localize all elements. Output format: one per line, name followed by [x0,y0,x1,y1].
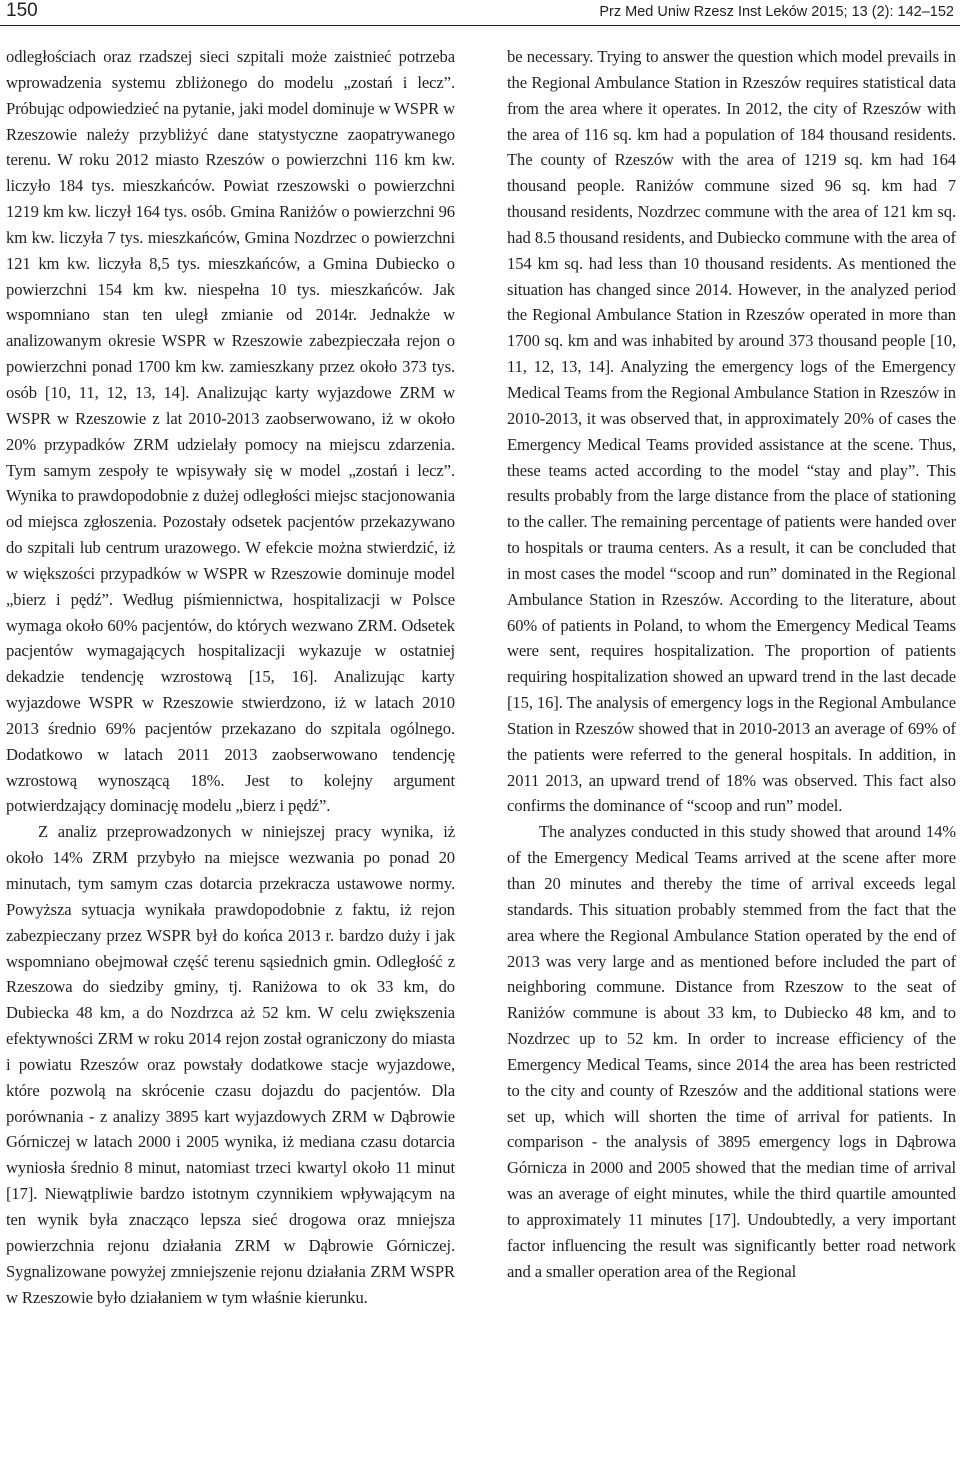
right-paragraph-1: be necessary. Trying to answer the question which model prevails in the Regional Ambulance Station in Rzeszów requires statistical data from the area where it operates. In 2012, the city of Rzeszów with the area of 116 sq. km had a population of 184 thousand residents. The county of Rzeszów with the area of 1219 sq. km had 164 thousand people. Raniżów commune sized 96 sq. km had 7 thousand residents, Nozdrzec commune with the area of 121 km sq. had 8.5 thousand residents, and Dubiecko commune with the area of 154 km sq. had less than 10 thousand residents. As mentioned the situation has changed since 2014. However, in the analyzed period the Regional Ambulance Station in Rzeszów operated in more than 1700 sq. km and was inhabited by around 373 thousand people [10, 11, 12, 13, 14]. Analyzing the emergency logs of the Emergency Medical Teams from the Regional Ambulance Station in Rzeszów in 2010-2013, it was observed that, in approximately 20% of cases the Emergency Medical Teams provided assistance at the scene. Thus, these teams acted according to the model “stay and play”. This results probably from the large distance from the place of stationing to the caller. The remaining percentage of patients were handed over to hospitals or trauma centers. As a result, it can be concluded that in most cases the model “scoop and run” dominated in the Regional Ambulance Station in Rzeszów. According to the literature, about 60% of patients in Poland, to whom the Emergency Medical Teams were sent, requires hospitalization. The proportion of patients requiring hospitalization showed an upward trend in the last decade [15, 16]. The analysis of emergency logs in the Regional Ambulance Station in Rzeszów showed that in 2010-2013 an average of 69% of the patients were referred to the general hospitals. In addition, in 2011 2013, an upward trend of 18% was observed. This fact also confirms the dominance of “scoop and run” model. [507,47,957,816]
right-column-english [507,44,956,1285]
page-number: 150 [6,0,38,21]
left-paragraph-1: odległościach oraz rzadszej sieci szpitali może zaistnieć potrzeba wprowadzenia systemu zbliżonego do modelu „zostań i lecz”. Próbując odpowiedzieć na pytanie, jaki model dominuje w WSPR w Rzeszowie należy przybliżyć dane statystyczne zaopatrywanego terenu. W roku 2012 miasto Rzeszów o powierzchni 116 km kw. liczyło 184 tys. mieszkańców. Powiat rzeszowski o powierzchni 1219 km kw. liczył 164 tys. osób. Gmina Raniżów o powierzchni 96 km kw. liczyła 7 tys. mieszkańców, Gmina Nozdrzec o powierzchni 121 km kw. liczyła 8,5 tys. mieszkańców, a Gmina Dubiecko o powierzchni 154 km kw. niespełna 10 tys. mieszkańców. Jak wspomniano stan ten uległ zmianie od 2014r. Jednakże w analizowanym okresie WSPR w Rzeszowie zabezpieczała rejon o powierzchni ponad 1700 km kw. zamieszkany przez około 373 tys. osób [10, 11, 12, 13, 14]. Analizując karty wyjazdowe ZRM w WSPR w Rzeszowie z lat 2010-2013 zaobserwowano, iż w około 20% przypadków ZRM udzielały pomocy na miejscu zdarzenia. Tym samym zespoły te wpisywały się w model „zostań i lecz”. Wynika to prawdopodobnie z dużej odległości miejsc stacjonowania od miejsca zgłoszenia. Pozostały odsetek pacjentów przekazywano do szpitali lub centrum urazowego. W efekcie można stwierdzić, iż w większości przypadków w WSPR w Rzeszowie dominuje model „bierz i pędź”. Według piśmiennictwa, hospitalizacji w Polsce wymaga około 60% pacjentów, do których wezwano ZRM. Odsetek pacjentów wymagających hospitalizacji wykazuje w ostatniej dekadzie tendencję wzrostową [15, 16]. Analizując karty wyjazdowe WSPR w Rzeszowie stwierdzono, iż w latach 2010 2013 średnio 69% pacjentów przekazano do szpitala ogólnego. Dodatkowo w latach 2011 2013 zaobserwowano tendencję wzrostową wynoszącą 18%. Jest to kolejny argument potwierdzający dominację modelu „bierz i pędź”. [6,47,455,816]
page-header [0,0,960,26]
running-head: Prz Med Uniw Rzesz Inst Leków 2015; 13 (2): 142–152 [599,4,954,20]
left-paragraph-2: Z analiz przeprowadzonych w niniejszej pracy wynika, iż około 14% ZRM przybyło na miejsce wezwania po ponad 20 minutach, tym samym czas dotarcia przekracza ustawowe normy. Powyższa sytuacja wynikała prawdopodobnie z faktu, iż rejon zabezpieczany przez WSPR był do końca 2013 r. bardzo duży i jak wspomniano obejmował część terenu sąsiednich gmin. Odległość z Rzeszowa do siedziby gminy, tj. Raniżowa to ok 33 km, do Dubiecka 48 km, a do Nozdrzca aż 52 km. W celu zwiększenia efektywności ZRM w roku 2014 rejon został ograniczony do miasta i powiatu Rzeszów oraz powstały dodatkowe stacje wyjazdowe, które pozwolą na skrócenie czasu dojazdu do pacjentów. Dla porównania - z analizy 3895 kart wyjazdowych ZRM w Dąbrowie Górniczej w latach 2000 i 2005 wynika, iż mediana czasu dotarcia wyniosła średnio 8 minut, natomiast trzeci kwartyl około 11 minut [17]. Niewątpliwie bardzo istotnym czynnikiem wpływającym na ten wynik była znacząco lepsza sieć drogowa oraz mniejsza powierzchnia rejonu działania ZRM w Dąbrowie Górniczej. Sygnalizowane powyżej zmniejszenie rejonu działania ZRM WSPR w Rzeszowie było działaniem w tym właśnie kierunku. [6,822,455,1307]
left-column-polish [6,44,455,1310]
right-paragraph-2: The analyzes conducted in this study showed that around 14% of the Emergency Medical Teams arrived at the scene after more than 20 minutes and thereby the time of arrival exceeds legal standards. This situation probably stemmed from the fact that the area where the Regional Ambulance Station operated by the end of 2013 was very large and as mentioned before included the part of neighboring commune. Distance from Rzeszow to the seat of Raniżów commune is about 33 km, to Dubiecko 48 km, and to Nozdrzec up to 52 km. In order to increase efficiency of the Emergency Medical Teams, since 2014 the area has been restricted to the city and county of Rzeszów and the additional stations were set up, which will shorten the time of arrival for patients. In comparison - the analysis of 3895 emergency logs in Dąbrowa Górnicza in 2000 and 2005 showed that the median time of arrival was an average of eight minutes, while the third quartile amounted to approximately 11 minutes [17]. Undoubtedly, a very important factor influencing the result was significantly better road network and a smaller operation area of the Regional [507,822,956,1281]
